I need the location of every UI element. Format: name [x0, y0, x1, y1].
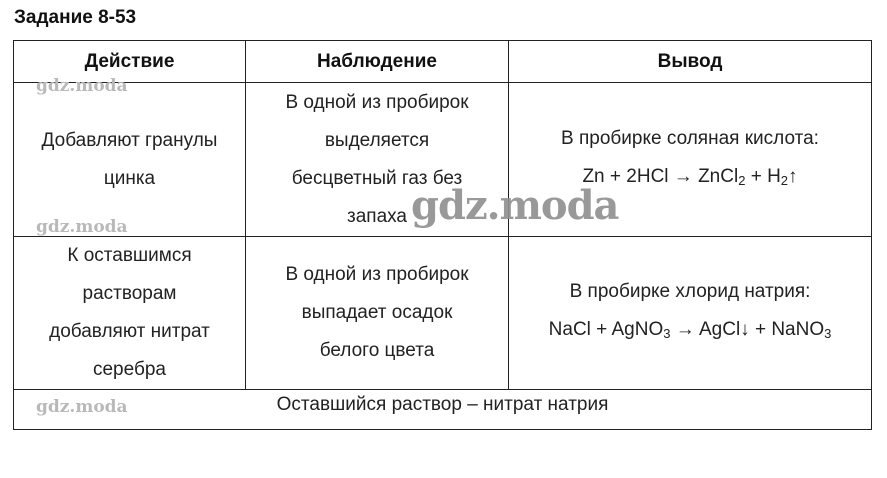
- action-cell: [14, 83, 246, 237]
- header-observation: Наблюдение: [246, 41, 509, 83]
- header-conclusion: Вывод: [509, 41, 872, 83]
- action-line: серебра: [92, 359, 166, 380]
- watermark-logo: gdz.moda: [36, 76, 128, 96]
- task-title: Задание 8-53: [14, 7, 137, 28]
- action-line: К оставшимся: [67, 245, 192, 266]
- action-cell: [14, 237, 246, 390]
- observation-line: бесцветный газ без: [291, 167, 463, 189]
- final-conclusion: Оставшийся раствор – нитрат натрия: [14, 390, 872, 430]
- observation-line: белого цвета: [319, 340, 435, 361]
- table-row: [14, 237, 872, 390]
- observation-line: В одной из пробирок: [285, 91, 469, 113]
- action-line: цинка: [103, 167, 156, 189]
- conclusion-text: В пробирке соляная кислота:: [561, 127, 819, 149]
- table-header-row: [14, 41, 872, 83]
- conclusion-text: В пробирке хлорид натрия:: [569, 281, 811, 302]
- table-row-final: [14, 390, 872, 430]
- observation-line: В одной из пробирок: [285, 264, 469, 285]
- conclusion-cell: [509, 237, 872, 390]
- watermark-logo: gdz.moda: [36, 397, 128, 417]
- header-action: Действие: [14, 41, 246, 83]
- experiment-table: [13, 40, 872, 430]
- reaction-equation: NaCl + AgNO$_3$ → AgCl↓ + NaNO$_3$: [548, 319, 832, 341]
- observation-line: выпадает осадок: [301, 302, 453, 323]
- action-line: Добавляют гранулы: [41, 129, 218, 151]
- observation-cell: [246, 237, 509, 390]
- action-line: растворам: [82, 283, 177, 304]
- watermark-logo: gdz.moda: [36, 217, 128, 237]
- observation-line: запаха: [347, 205, 407, 227]
- action-line: добавляют нитрат: [49, 321, 210, 342]
- reaction-equation: Zn + 2HCl → ZnCl$_2$ + $H_2↑$: [582, 165, 798, 188]
- watermark-logo: gdz.moda: [411, 182, 619, 229]
- observation-line: выделяется: [324, 129, 430, 151]
